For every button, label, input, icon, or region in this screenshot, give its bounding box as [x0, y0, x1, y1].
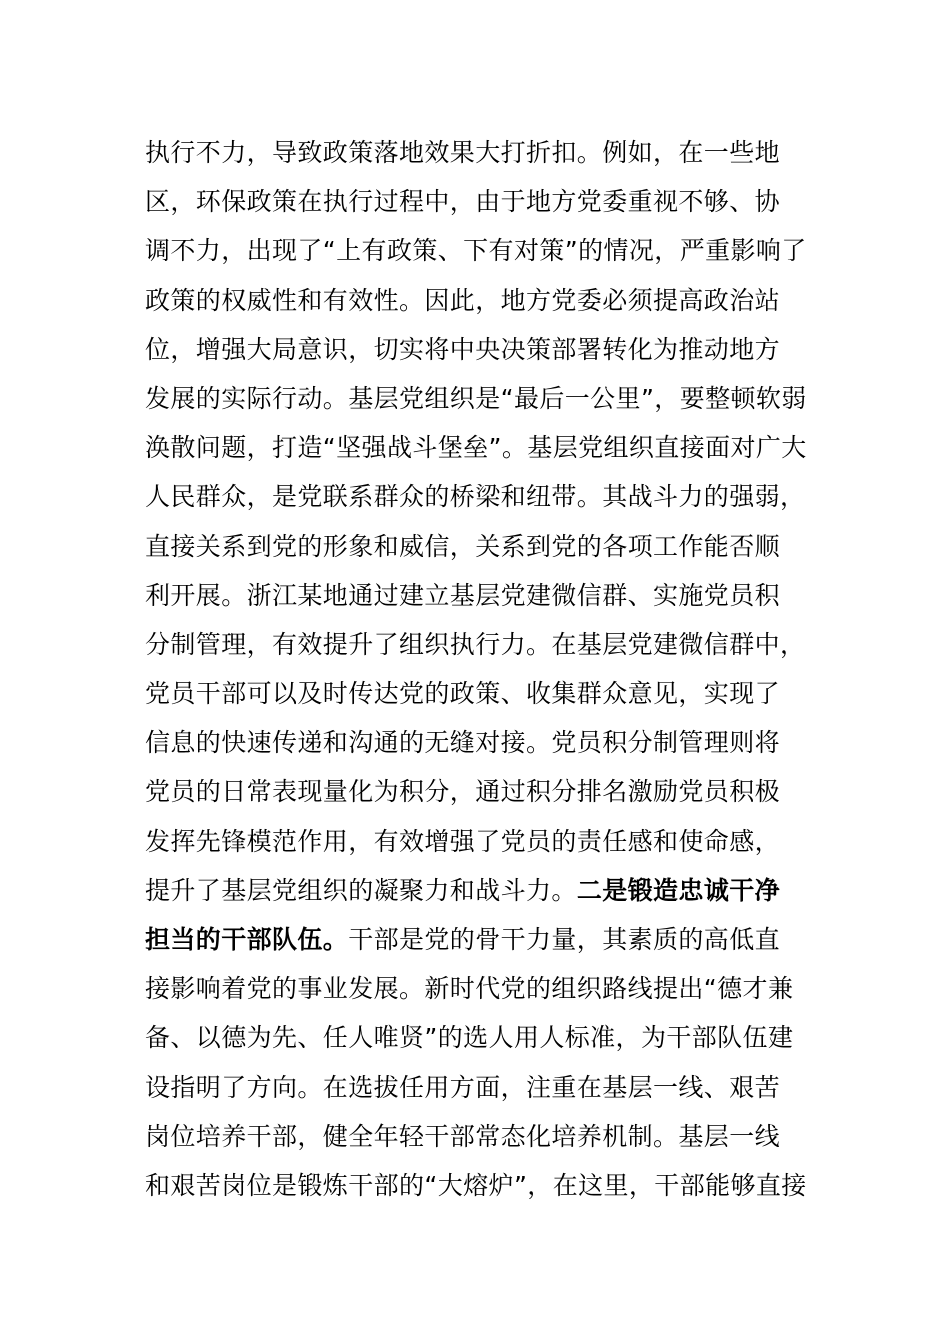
- text-line: [145, 1112, 810, 1161]
- text-line: [145, 325, 810, 374]
- text-segment: 信息的快速传递和沟通的无缝对接。党员积分制管理则将: [145, 728, 781, 758]
- text-line: [145, 669, 810, 718]
- text-segment: 人民群众，是党联系群众的桥梁和纽带。其战斗力的强弱，: [145, 482, 806, 512]
- text-segment: 区，环保政策在执行过程中，由于地方党委重视不够、协: [145, 187, 781, 217]
- text-segment: 涣散问题，打造“坚强战斗堡垒”。基层党组织直接面对广大: [145, 433, 807, 463]
- text-segment: 执行不力，导致政策落地效果大打折扣。例如，在一些地: [145, 138, 781, 167]
- bold-text-segment: 担当的干部队伍。: [145, 925, 349, 954]
- text-line: [145, 767, 810, 816]
- text-segment: 政策的权威性和有效性。因此，地方党委必须提高政治站: [145, 285, 781, 315]
- text-segment: 发展的实际行动。基层党组织是“最后一公里”，要整顿软弱: [145, 383, 807, 413]
- text-segment: 发挥先锋模范作用，有效增强了党员的责任感和使命感，: [145, 826, 781, 856]
- text-segment: 直接关系到党的形象和威信，关系到党的各项工作能否顺: [145, 531, 781, 561]
- bold-text-segment: 二是锻造忠诚干净: [576, 875, 781, 905]
- text-line: [145, 718, 810, 767]
- body-text: [145, 128, 810, 1210]
- text-segment: 岗位培养干部，健全年轻干部常态化培养机制。基层一线: [145, 1121, 781, 1151]
- text-line: [145, 915, 810, 964]
- text-line: [145, 423, 810, 472]
- text-segment: 设指明了方向。在选拔任用方面，注重在基层一线、艰苦: [145, 1072, 781, 1102]
- text-line: [145, 964, 810, 1013]
- text-line: [145, 522, 810, 571]
- text-segment: 接影响着党的事业发展。新时代党的组织路线提出“德才兼: [145, 974, 794, 1004]
- text-segment: 提升了基层党组织的凝聚力和战斗力。: [145, 875, 577, 905]
- text-line: [145, 1063, 810, 1112]
- text-line: [145, 571, 810, 620]
- text-segment: 和艰苦岗位是锻炼干部的“大熔炉”，在这里，干部能够直接: [145, 1170, 807, 1200]
- text-line: [145, 1013, 810, 1062]
- text-line: [145, 620, 810, 669]
- text-line: [145, 817, 810, 866]
- text-line: [145, 226, 810, 275]
- text-line: [145, 128, 810, 177]
- text-segment: 利开展。浙江某地通过建立基层党建微信群、实施党员积: [145, 580, 781, 610]
- text-segment: 备、以德为先、任人唯贤”的选人用人标准，为干部队伍建: [145, 1023, 794, 1053]
- text-segment: 分制管理，有效提升了组织执行力。在基层党建微信群中，: [145, 629, 806, 659]
- text-segment: 调不力，出现了“上有政策、下有对策”的情况，严重影响了: [145, 236, 807, 266]
- text-line: [145, 472, 810, 521]
- text-segment: 位，增强大局意识，切实将中央决策部署转化为推动地方: [145, 334, 781, 364]
- text-segment: 党员干部可以及时传达党的政策、收集群众意见，实现了: [145, 679, 781, 709]
- text-line: [145, 374, 810, 423]
- text-segment: 党员的日常表现量化为积分，通过积分排名激励党员积极: [145, 777, 781, 807]
- text-line: [145, 177, 810, 226]
- text-line: [145, 276, 810, 325]
- text-line: [145, 1161, 810, 1210]
- text-line: [145, 866, 810, 915]
- text-segment: 干部是党的骨干力量，其素质的高低直: [348, 925, 781, 954]
